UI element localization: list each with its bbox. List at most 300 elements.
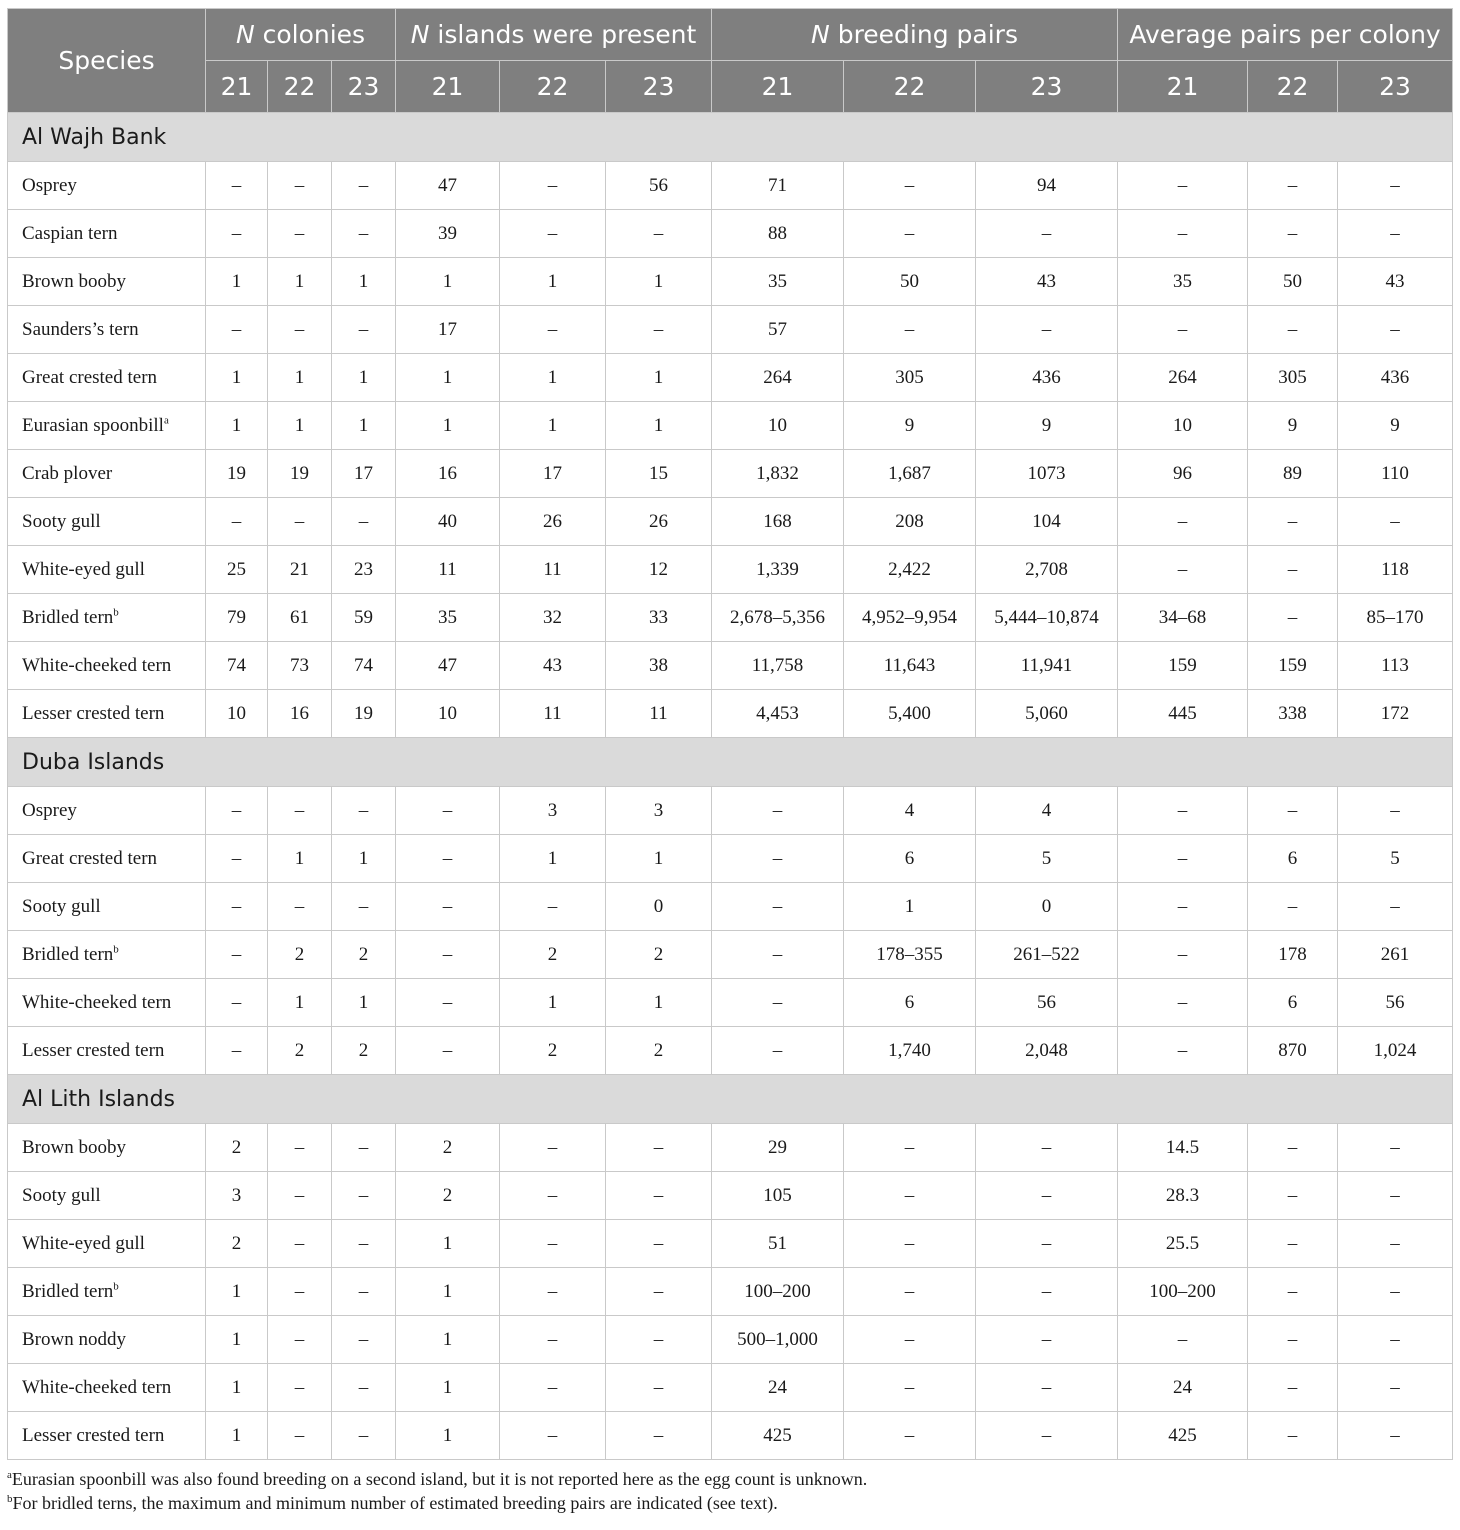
value-cell: 89 <box>1248 450 1338 498</box>
value-cell: – <box>844 1268 976 1316</box>
value-cell: 56 <box>1338 979 1453 1027</box>
value-cell: 1 <box>332 835 396 883</box>
table-row <box>8 1268 1453 1316</box>
value-cell: 50 <box>1248 258 1338 306</box>
value-cell: 1 <box>396 402 500 450</box>
value-cell: – <box>844 162 976 210</box>
value-cell: – <box>268 1316 332 1364</box>
value-cell: – <box>206 306 268 354</box>
value-cell: 105 <box>712 1172 844 1220</box>
species-cell <box>8 1316 206 1364</box>
species-name: Osprey <box>22 799 77 821</box>
value-cell: 71 <box>712 162 844 210</box>
value-cell: 47 <box>396 642 500 690</box>
species-cell <box>8 1172 206 1220</box>
value-cell: – <box>1338 1220 1453 1268</box>
table-row <box>8 883 1453 931</box>
value-cell: – <box>332 1364 396 1412</box>
value-cell: – <box>206 883 268 931</box>
header-year: 22 <box>268 61 332 113</box>
value-cell: 74 <box>332 642 396 690</box>
value-cell: – <box>1248 498 1338 546</box>
table-row <box>8 642 1453 690</box>
value-cell: 870 <box>1248 1027 1338 1075</box>
value-cell: – <box>606 1124 712 1172</box>
value-cell: 43 <box>1338 258 1453 306</box>
species-cell <box>8 1268 206 1316</box>
value-cell: – <box>606 1220 712 1268</box>
value-cell: – <box>268 787 332 835</box>
value-cell: 16 <box>396 450 500 498</box>
table-container <box>7 8 1452 1515</box>
value-cell: – <box>976 306 1118 354</box>
value-cell: – <box>1118 210 1248 258</box>
value-cell: – <box>206 835 268 883</box>
value-cell: 2 <box>206 1124 268 1172</box>
header-islands-n: N <box>410 20 430 49</box>
value-cell: – <box>606 306 712 354</box>
value-cell: – <box>332 162 396 210</box>
value-cell: – <box>712 979 844 1027</box>
value-cell: – <box>606 1316 712 1364</box>
value-cell: 28.3 <box>1118 1172 1248 1220</box>
table-row <box>8 1172 1453 1220</box>
value-cell: 110 <box>1338 450 1453 498</box>
value-cell: 25.5 <box>1118 1220 1248 1268</box>
value-cell: 5,400 <box>844 690 976 738</box>
value-cell: 1 <box>606 354 712 402</box>
footnote-marker: a <box>163 414 169 427</box>
value-cell: 29 <box>712 1124 844 1172</box>
header-average-pairs: Average pairs per colony <box>1118 9 1453 61</box>
species-cell <box>8 1412 206 1460</box>
value-cell: – <box>500 1124 606 1172</box>
table-row <box>8 1412 1453 1460</box>
value-cell: 2 <box>268 931 332 979</box>
value-cell: – <box>500 162 606 210</box>
value-cell: 1 <box>268 354 332 402</box>
value-cell: 1,687 <box>844 450 976 498</box>
value-cell: 261–522 <box>976 931 1118 979</box>
value-cell: 39 <box>396 210 500 258</box>
value-cell: – <box>844 1364 976 1412</box>
value-cell: – <box>268 498 332 546</box>
species-name: Osprey <box>22 174 77 196</box>
footnote-text: Eurasian spoonbill was also found breeding on a second island, but it is not reported here as the egg count is unknown. <box>11 1469 868 1489</box>
value-cell: – <box>1248 546 1338 594</box>
value-cell: 2 <box>396 1172 500 1220</box>
value-cell: 159 <box>1248 642 1338 690</box>
value-cell: 4,952–9,954 <box>844 594 976 642</box>
value-cell: 2 <box>206 1220 268 1268</box>
value-cell: – <box>332 883 396 931</box>
header-year: 22 <box>500 61 606 113</box>
header-pairs-label: breeding pairs <box>829 20 1018 49</box>
value-cell: 35 <box>396 594 500 642</box>
value-cell: 1 <box>268 258 332 306</box>
footnotes <box>7 1467 1452 1515</box>
value-cell: 1,024 <box>1338 1027 1453 1075</box>
value-cell: 2,678–5,356 <box>712 594 844 642</box>
value-cell: 2,048 <box>976 1027 1118 1075</box>
value-cell: – <box>1248 1364 1338 1412</box>
value-cell: 1 <box>396 1412 500 1460</box>
value-cell: 305 <box>844 354 976 402</box>
value-cell: – <box>1248 787 1338 835</box>
value-cell: 5 <box>976 835 1118 883</box>
value-cell: 1 <box>268 835 332 883</box>
value-cell: 1 <box>396 354 500 402</box>
value-cell: 1 <box>206 1364 268 1412</box>
value-cell: 47 <box>396 162 500 210</box>
value-cell: – <box>332 1316 396 1364</box>
value-cell: – <box>844 1316 976 1364</box>
value-cell: – <box>1248 594 1338 642</box>
value-cell: – <box>1248 210 1338 258</box>
value-cell: – <box>1338 306 1453 354</box>
species-cell <box>8 1364 206 1412</box>
value-cell: – <box>268 1412 332 1460</box>
value-cell: – <box>1118 546 1248 594</box>
value-cell: 2 <box>500 1027 606 1075</box>
value-cell: – <box>396 1027 500 1075</box>
species-cell <box>8 1124 206 1172</box>
value-cell: – <box>712 1027 844 1075</box>
species-name: Sooty gull <box>22 510 101 532</box>
value-cell: 9 <box>844 402 976 450</box>
value-cell: – <box>976 1412 1118 1460</box>
value-cell: – <box>268 210 332 258</box>
value-cell: 4 <box>844 787 976 835</box>
section-row <box>8 113 1453 162</box>
value-cell: – <box>1118 787 1248 835</box>
value-cell: – <box>976 1124 1118 1172</box>
value-cell: 436 <box>976 354 1118 402</box>
value-cell: 1 <box>606 979 712 1027</box>
value-cell: – <box>976 1172 1118 1220</box>
value-cell: 11,941 <box>976 642 1118 690</box>
table-row <box>8 402 1453 450</box>
value-cell: 11 <box>500 546 606 594</box>
value-cell: – <box>500 1172 606 1220</box>
species-cell <box>8 931 206 979</box>
species-name: Great crested tern <box>22 847 158 869</box>
value-cell: – <box>396 931 500 979</box>
value-cell: – <box>1248 1268 1338 1316</box>
value-cell: – <box>1118 162 1248 210</box>
value-cell: – <box>332 787 396 835</box>
value-cell: 51 <box>712 1220 844 1268</box>
value-cell: 1 <box>206 258 268 306</box>
species-cell <box>8 354 206 402</box>
value-cell: 1 <box>206 354 268 402</box>
value-cell: 2 <box>332 1027 396 1075</box>
value-cell: 104 <box>976 498 1118 546</box>
value-cell: – <box>1248 162 1338 210</box>
footnote-mark: a <box>7 1469 12 1481</box>
species-name: White-cheeked tern <box>22 654 172 676</box>
value-cell: 1 <box>606 402 712 450</box>
species-cell <box>8 546 206 594</box>
table-row <box>8 1220 1453 1268</box>
table-row <box>8 787 1453 835</box>
value-cell: – <box>1338 787 1453 835</box>
value-cell: – <box>1338 210 1453 258</box>
species-name: White-cheeked tern <box>22 1376 172 1398</box>
value-cell: – <box>396 979 500 1027</box>
value-cell: – <box>500 1316 606 1364</box>
species-name: Bridled tern <box>22 1280 114 1302</box>
value-cell: 159 <box>1118 642 1248 690</box>
table-row <box>8 1027 1453 1075</box>
value-cell: 6 <box>844 835 976 883</box>
value-cell: 2 <box>500 931 606 979</box>
value-cell: 1 <box>206 1268 268 1316</box>
value-cell: – <box>1338 1316 1453 1364</box>
value-cell: 61 <box>268 594 332 642</box>
value-cell: 1 <box>500 354 606 402</box>
value-cell: 14.5 <box>1118 1124 1248 1172</box>
value-cell: 6 <box>844 979 976 1027</box>
value-cell: 0 <box>606 883 712 931</box>
value-cell: 57 <box>712 306 844 354</box>
species-name: White-cheeked tern <box>22 991 172 1013</box>
table-row <box>8 690 1453 738</box>
header-year: 23 <box>332 61 396 113</box>
header-row-years <box>8 61 1453 113</box>
value-cell: 6 <box>1248 835 1338 883</box>
value-cell: 26 <box>500 498 606 546</box>
value-cell: – <box>268 1268 332 1316</box>
value-cell: – <box>1248 1412 1338 1460</box>
value-cell: 34–68 <box>1118 594 1248 642</box>
table-row <box>8 306 1453 354</box>
value-cell: – <box>712 835 844 883</box>
value-cell: 35 <box>1118 258 1248 306</box>
value-cell: 19 <box>268 450 332 498</box>
value-cell: – <box>1338 162 1453 210</box>
value-cell: 9 <box>976 402 1118 450</box>
value-cell: – <box>606 1412 712 1460</box>
value-cell: 85–170 <box>1338 594 1453 642</box>
value-cell: – <box>1248 306 1338 354</box>
value-cell: 4,453 <box>712 690 844 738</box>
value-cell: – <box>500 1412 606 1460</box>
table-body <box>8 113 1453 1460</box>
value-cell: 172 <box>1338 690 1453 738</box>
table-row <box>8 498 1453 546</box>
value-cell: – <box>1248 1124 1338 1172</box>
header-species: Species <box>8 9 206 113</box>
value-cell: 0 <box>976 883 1118 931</box>
value-cell: 1 <box>268 402 332 450</box>
value-cell: – <box>332 306 396 354</box>
value-cell: 1,740 <box>844 1027 976 1075</box>
value-cell: – <box>976 1268 1118 1316</box>
value-cell: – <box>500 883 606 931</box>
species-cell <box>8 787 206 835</box>
footnote <box>7 1467 1452 1491</box>
table-row <box>8 258 1453 306</box>
value-cell: – <box>712 931 844 979</box>
value-cell: 96 <box>1118 450 1248 498</box>
table-row <box>8 450 1453 498</box>
value-cell: – <box>500 210 606 258</box>
value-cell: 261 <box>1338 931 1453 979</box>
species-name: Lesser crested tern <box>22 1424 165 1446</box>
value-cell: 10 <box>396 690 500 738</box>
value-cell: 2,708 <box>976 546 1118 594</box>
value-cell: – <box>1118 1316 1248 1364</box>
table-row <box>8 1316 1453 1364</box>
value-cell: 11,758 <box>712 642 844 690</box>
value-cell: – <box>844 306 976 354</box>
header-pairs-n: N <box>811 20 830 49</box>
value-cell: 11 <box>500 690 606 738</box>
table-row <box>8 979 1453 1027</box>
value-cell: – <box>500 1268 606 1316</box>
value-cell: 50 <box>844 258 976 306</box>
value-cell: – <box>1248 883 1338 931</box>
value-cell: – <box>332 1172 396 1220</box>
table-row <box>8 594 1453 642</box>
table-row <box>8 162 1453 210</box>
value-cell: 1 <box>396 258 500 306</box>
footnote-mark: b <box>7 1493 13 1505</box>
value-cell: 500–1,000 <box>712 1316 844 1364</box>
value-cell: 12 <box>606 546 712 594</box>
value-cell: 40 <box>396 498 500 546</box>
value-cell: 35 <box>712 258 844 306</box>
value-cell: 59 <box>332 594 396 642</box>
value-cell: 1073 <box>976 450 1118 498</box>
value-cell: 10 <box>712 402 844 450</box>
value-cell: – <box>606 1172 712 1220</box>
value-cell: – <box>500 1220 606 1268</box>
value-cell: 1 <box>844 883 976 931</box>
value-cell: 17 <box>396 306 500 354</box>
header-colonies-n: N <box>235 20 255 49</box>
value-cell: 25 <box>206 546 268 594</box>
species-cell <box>8 690 206 738</box>
header-year: 21 <box>206 61 268 113</box>
section-title: Duba Islands <box>8 738 1453 787</box>
value-cell: 21 <box>268 546 332 594</box>
value-cell: 264 <box>712 354 844 402</box>
value-cell: – <box>1118 1027 1248 1075</box>
value-cell: 100–200 <box>712 1268 844 1316</box>
footnote <box>7 1491 1452 1515</box>
value-cell: 1 <box>396 1220 500 1268</box>
value-cell: – <box>1248 1316 1338 1364</box>
value-cell: 26 <box>606 498 712 546</box>
value-cell: 1 <box>206 402 268 450</box>
value-cell: 1,832 <box>712 450 844 498</box>
species-cell <box>8 498 206 546</box>
value-cell: 5,060 <box>976 690 1118 738</box>
species-name: Brown noddy <box>22 1328 126 1350</box>
value-cell: 9 <box>1248 402 1338 450</box>
species-name: Sooty gull <box>22 1184 101 1206</box>
value-cell: – <box>844 1172 976 1220</box>
value-cell: – <box>206 1027 268 1075</box>
value-cell: 1 <box>396 1316 500 1364</box>
value-cell: 178 <box>1248 931 1338 979</box>
table-row <box>8 931 1453 979</box>
value-cell: – <box>1338 1172 1453 1220</box>
value-cell: – <box>1118 498 1248 546</box>
table-row <box>8 210 1453 258</box>
value-cell: 3 <box>206 1172 268 1220</box>
value-cell: – <box>1248 1172 1338 1220</box>
species-name: Bridled tern <box>22 606 114 628</box>
value-cell: 74 <box>206 642 268 690</box>
value-cell: 425 <box>1118 1412 1248 1460</box>
header-year: 21 <box>396 61 500 113</box>
header-year: 23 <box>1338 61 1453 113</box>
value-cell: 88 <box>712 210 844 258</box>
value-cell: – <box>1118 306 1248 354</box>
species-cell <box>8 210 206 258</box>
value-cell: 1 <box>606 258 712 306</box>
value-cell: – <box>1118 883 1248 931</box>
footnote-text: For bridled terns, the maximum and minimum number of estimated breeding pairs are indicated (see text). <box>12 1493 778 1513</box>
value-cell: – <box>206 210 268 258</box>
value-cell: – <box>1118 979 1248 1027</box>
value-cell: 208 <box>844 498 976 546</box>
species-cell <box>8 306 206 354</box>
footnote-marker: b <box>113 943 119 956</box>
footnote-marker: b <box>113 1280 119 1293</box>
value-cell: – <box>332 1268 396 1316</box>
value-cell: 43 <box>976 258 1118 306</box>
value-cell: – <box>268 1220 332 1268</box>
value-cell: 1,339 <box>712 546 844 594</box>
value-cell: 178–355 <box>844 931 976 979</box>
value-cell: 38 <box>606 642 712 690</box>
value-cell: – <box>206 787 268 835</box>
value-cell: – <box>332 1124 396 1172</box>
value-cell: 79 <box>206 594 268 642</box>
value-cell: 100–200 <box>1118 1268 1248 1316</box>
value-cell: 264 <box>1118 354 1248 402</box>
value-cell: – <box>606 1364 712 1412</box>
species-name: White-eyed gull <box>22 558 145 580</box>
header-islands-label: islands were present <box>429 20 697 49</box>
value-cell: 1 <box>500 835 606 883</box>
value-cell: 94 <box>976 162 1118 210</box>
value-cell: – <box>206 979 268 1027</box>
value-cell: 17 <box>332 450 396 498</box>
value-cell: 24 <box>712 1364 844 1412</box>
header-year: 21 <box>712 61 844 113</box>
header-year: 23 <box>976 61 1118 113</box>
header-year: 22 <box>1248 61 1338 113</box>
value-cell: – <box>396 883 500 931</box>
value-cell: 10 <box>1118 402 1248 450</box>
value-cell: 1 <box>268 979 332 1027</box>
value-cell: – <box>206 162 268 210</box>
species-cell <box>8 1027 206 1075</box>
species-name: Caspian tern <box>22 222 118 244</box>
species-name: Brown booby <box>22 270 126 292</box>
value-cell: – <box>712 787 844 835</box>
header-islands <box>396 9 712 61</box>
species-name: Saunders’s tern <box>22 318 139 340</box>
value-cell: – <box>1118 835 1248 883</box>
value-cell: 5,444–10,874 <box>976 594 1118 642</box>
value-cell: 2 <box>606 931 712 979</box>
